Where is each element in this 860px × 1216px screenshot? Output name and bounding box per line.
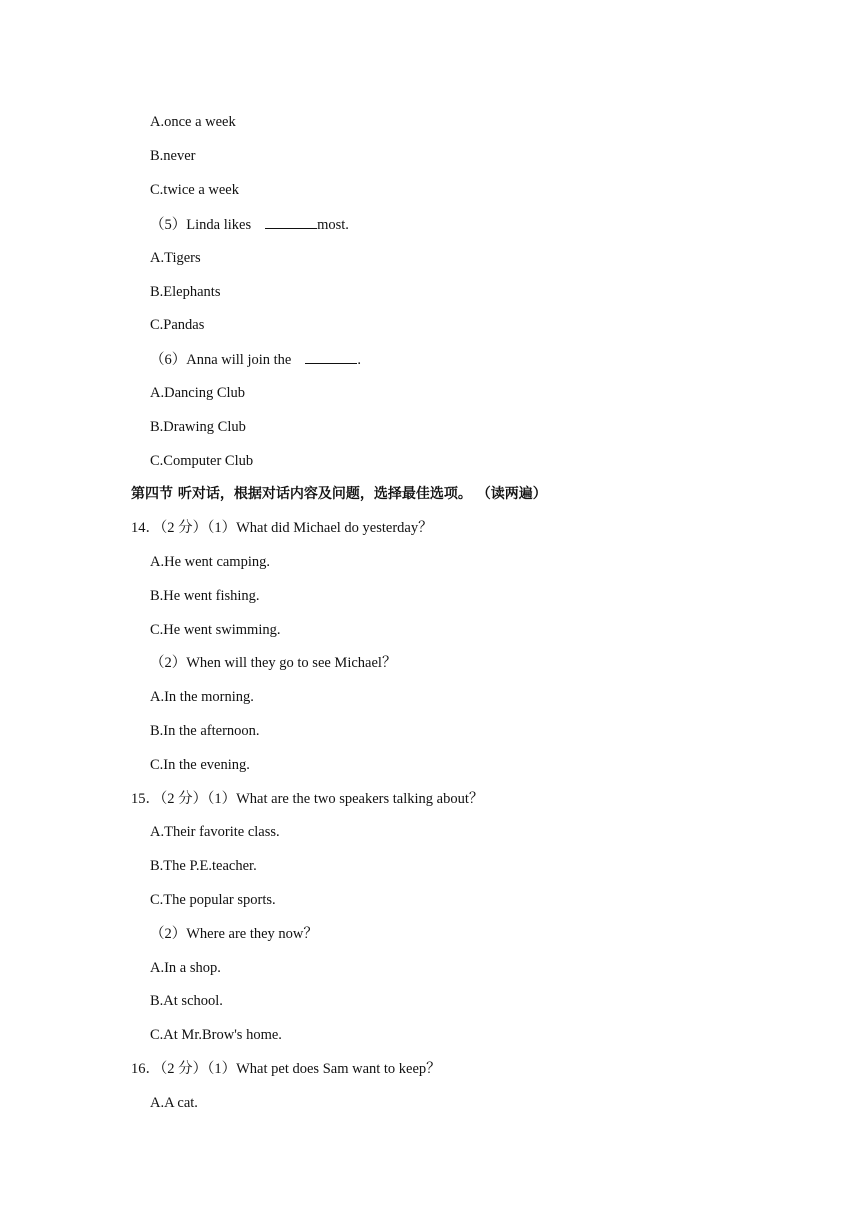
question-16-stem: 16．（2 分）（1）What pet does Sam want to keep？	[131, 1061, 441, 1077]
option-a: A.Dancing Club	[150, 385, 246, 401]
option-b: B.The P.E.teacher.	[150, 858, 257, 874]
option-a: A.Tigers	[150, 250, 201, 266]
option-b: B.Drawing Club	[150, 419, 246, 435]
question-6-prefix: （6）Anna will join the	[150, 352, 292, 368]
option-c: C.Pandas	[150, 317, 205, 333]
question-14-sub2: （2）When will they go to see Michael？	[150, 655, 397, 671]
option-b: B.He went fishing.	[150, 588, 260, 604]
option-a: A.once a week	[150, 114, 236, 130]
option-a: A.Their favorite class.	[150, 824, 280, 840]
option-c: C.twice a week	[150, 182, 239, 198]
option-c: C.He went swimming.	[150, 622, 281, 638]
option-a: A.He went camping.	[150, 554, 270, 570]
answer-blank	[305, 350, 357, 364]
option-c: C.At Mr.Brow's home.	[150, 1027, 282, 1043]
option-c: C.In the evening.	[150, 757, 250, 773]
option-b: B.At school.	[150, 993, 223, 1009]
question-15-stem: 15．（2 分）（1）What are the two speakers talking about？	[131, 791, 484, 807]
question-6-suffix: .	[357, 352, 361, 368]
option-a: A.In a shop.	[150, 960, 221, 976]
option-a: A.In the morning.	[150, 689, 254, 705]
question-15-sub2: （2）Where are they now？	[150, 926, 318, 942]
option-c: C.Computer Club	[150, 453, 254, 469]
question-14-stem: 14．（2 分）（1）What did Michael do yesterday？	[131, 520, 433, 536]
option-b: B.Elephants	[150, 284, 221, 300]
section-heading: 第四节 听对话，根据对话内容及问题，选择最佳选项。 （读两遍）	[131, 486, 547, 502]
question-6	[150, 350, 361, 369]
option-b: B.never	[150, 148, 196, 164]
question-5	[150, 215, 349, 234]
option-a: A.A cat.	[150, 1095, 198, 1111]
option-c: C.The popular sports.	[150, 892, 276, 908]
answer-blank	[265, 215, 317, 229]
option-b: B.In the afternoon.	[150, 723, 260, 739]
question-5-suffix: most.	[317, 217, 349, 233]
question-5-prefix: （5）Linda likes	[150, 217, 252, 233]
